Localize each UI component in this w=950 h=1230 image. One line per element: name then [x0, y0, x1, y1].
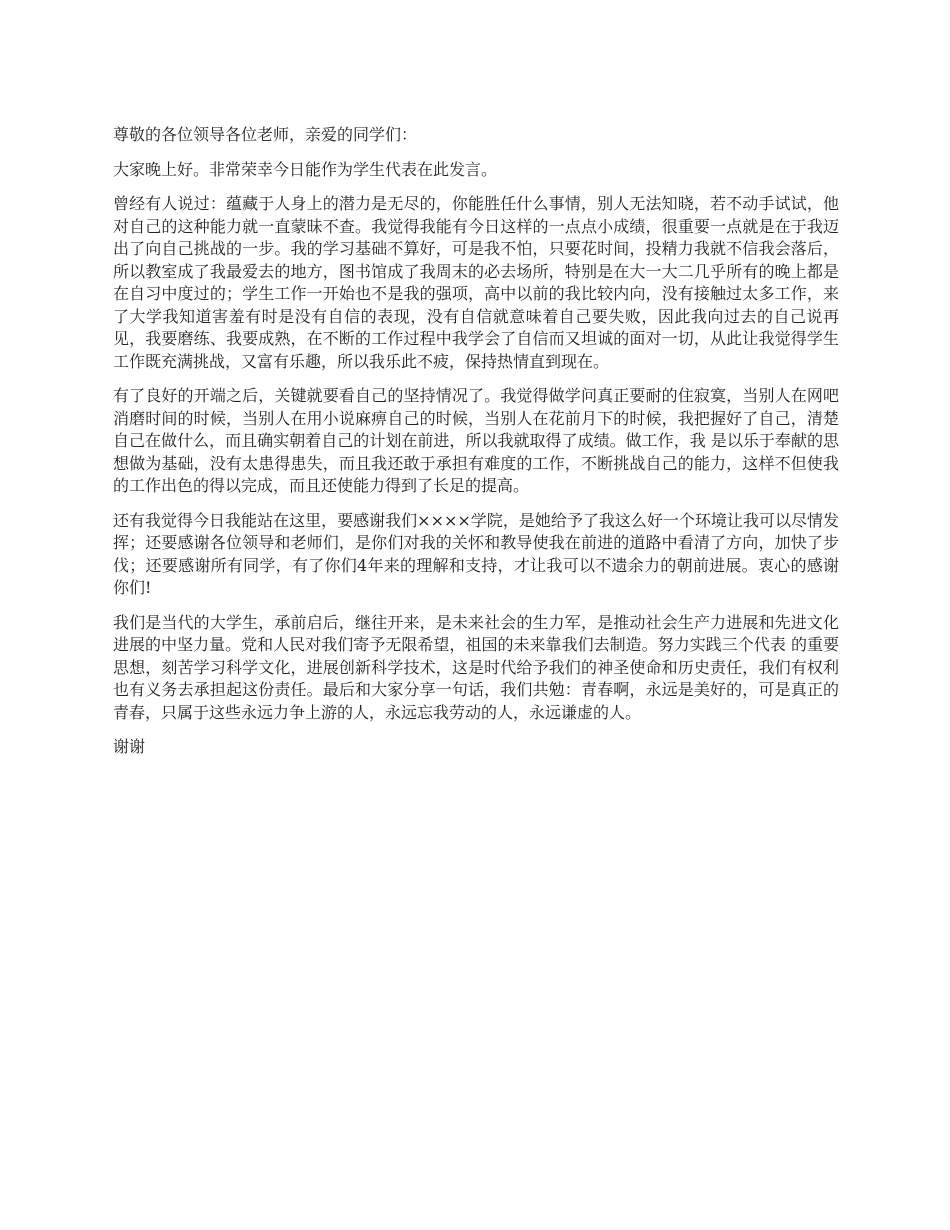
paragraph-greeting: 大家晚上好。非常荣幸今日能作为学生代表在此发言。 [113, 159, 498, 179]
paragraph-challenge: 曾经有人说过：蕴藏于人身上的潜力是无尽的，你能胜任什么事情，别人无法知晓，若不动手试试，他对自己的这种能力就一直蒙昧不查。我觉得我能有今日这样的一点点小成绩，很重要一点就是在于我迈出了向自己挑战的一步。我的学习基础不算好，可是我不怕，只要花时间，投精力我就不信我会落后，所以教室成了我最爱去的地方，图书馆成了我周末的必去场所，特别是在大一大二几乎所有的晚上都是在自习中度过的；学生工作一开始也不是我的强项，高中以前的我比较内向，没有接触过太多工作，来了大学我知道害羞有时是没有自信的表现，没有自信就意味着自己要失败，因此我向过去的自己说再见，我要磨练、我要成熟，在不断的工作过程中我学会了自信而又坦诚的面对一切，从此让我觉得学生工作既充满挑战，又富有乐趣，所以我乐此不疲，保持热情直到现在。 [113, 194, 839, 371]
salutation: 尊敬的各位领导各位老师，亲爱的同学们： [113, 125, 418, 144]
document-page [113, 124, 839, 771]
paragraph-persistence: 有了良好的开端之后，关键就要看自己的坚持情况了。我觉得做学问真正要耐的住寂寞，当别人在网吧消磨时间的时候，当别人在用小说麻痹自己的时候，当别人在花前月下的时候，我把握好了自己，清楚自己在做什么，而且确实朝着自己的计划在前进，所以我就取得了成绩。做工作，我 是以乐于奉献的思想做为基础，没有太患得患失，而且我还敢于承担有难度的工作，不断挑战自己的能力，这样不但使我的工作出色的得以完成，而且还使能力得到了长足的提高。 [113, 386, 839, 495]
paragraph-thanks: 还有我觉得今日我能站在这里，要感谢我们××××学院，是她给予了我这么好一个环境让我可以尽情发挥；还要感谢各位领导和老师们，是你们对我的关怀和教导使我在前进的道路中看清了方向，加快了步伐；还要感谢所有同学，有了你们4年来的理解和支持，才让我可以不遗余力的朝前进展。衷心的感谢你们! [113, 510, 839, 597]
closing: 谢谢 [113, 737, 146, 756]
paragraph-mission: 我们是当代的大学生，承前启后，继往开来，是未来社会的生力军，是推动社会生产力进展和先进文化进展的中坚力量。党和人民对我们寄予无限希望，祖国的未来靠我们去制造。努力实践三个代表 的重要思想，刻苦学习科学文化，进展创新科学技术，这是时代给予我们的神圣使命和历史责任，我们有权利也有义务去承担起这份责任。最后和大家分享一句话，我们共勉：青春啊，永远是美好的，可是真正的青春，只属于这些永远力争上游的人，永远忘我劳动的人，永远谦虚的人。 [113, 612, 839, 722]
